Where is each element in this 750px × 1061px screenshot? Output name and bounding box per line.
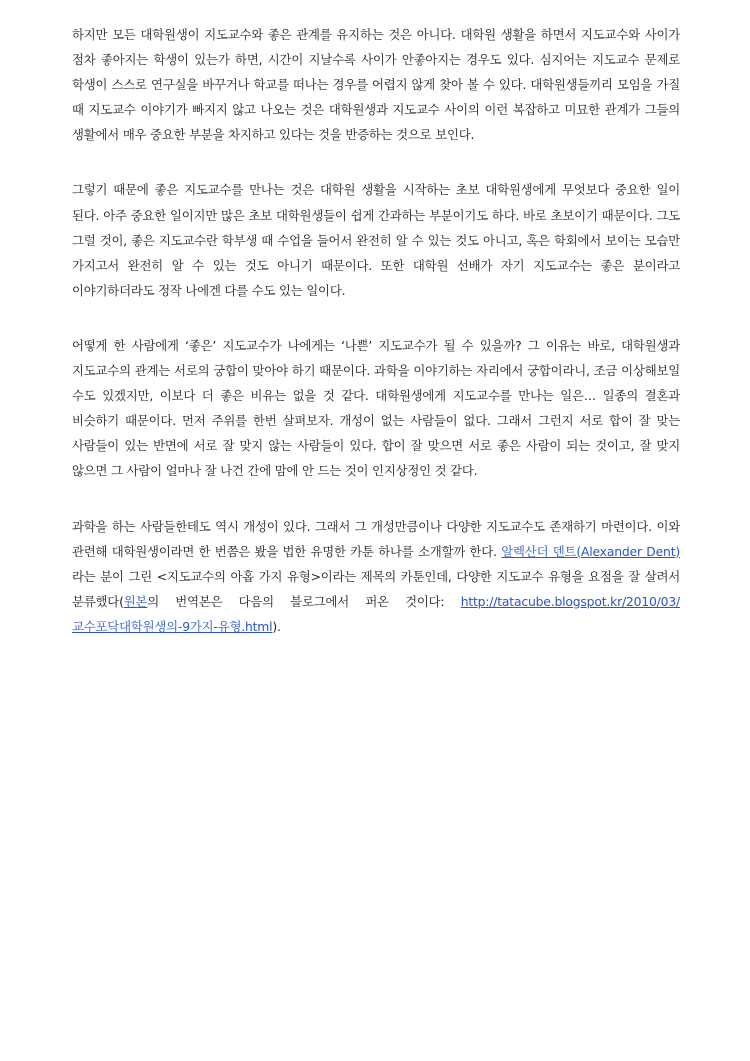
paragraph-4-text-4: ). bbox=[272, 618, 281, 634]
document-page bbox=[72, 22, 680, 669]
blog-url-link[interactable]: http://tatacube.blogspot.kr/2010/03/교수포닥대학원생의-9가지-유형.html bbox=[72, 593, 680, 634]
paragraph-4-text-2: 라는 분이 그린 <지도교수의 아홉 가지 유형>이라는 제목의 카툰인데, 다양한 지도교수 유형을 요점을 잘 살려서 분류했다( bbox=[72, 568, 680, 609]
author-link[interactable]: 알렉산더 덴트(Alexander Dent) bbox=[501, 543, 681, 559]
paragraph-4 bbox=[72, 514, 680, 639]
paragraph-3: 어떻게 한 사람에게 ‘좋은’ 지도교수가 나에게는 ‘나쁜’ 지도교수가 될 수 있을까? 그 이유는 바로, 대학원생과 지도교수의 관계는 서로의 궁합이 맞아야 하기 때문이다. 과학을 이야기하는 자리에서 궁합이라니, 조금 이상해보일 수도 있겠지만, 이보다 더 좋은 비유는 없을 것 같다. 대학원생에게 지도교수를 만나는 일은… 일종의 결혼과 비슷하기 때문이다. 먼저 주위를 한번 살펴보자. 개성이 없는 사람들이 없다. 그래서 그런지 서로 합이 잘 맞는 사람들이 있는 반면에 서로 잘 맞지 않는 사람들이 있다. 합이 잘 맞으면 서로 좋은 사람이 되는 것이고, 잘 맞지 않으면 그 사람이 얼마나 잘 나건 간에 맘에 안 드는 것이 인지상정인 것 같다. bbox=[72, 337, 680, 479]
paragraph-4-text-3: 의 번역본은 다음의 블로그에서 퍼온 것이다: bbox=[147, 593, 461, 609]
paragraph-2: 그렇기 때문에 좋은 지도교수를 만나는 것은 대학원 생활을 시작하는 초보 대학원생에게 무엇보다 중요한 일이 된다. 아주 중요한 일이지만 많은 초보 대학원생들이 쉽게 간과하는 부분이기도 하다. 바로 초보이기 때문이다. 그도 그럴 것이, 좋은 지도교수란 학부생 때 수업을 들어서 완전히 알 수 있는 것도 아니고, 혹은 학회에서 보이는 모습만 가지고서 완전히 알 수 있는 것도 아니기 때문이다. 또한 대학원 선배가 자기 지도교수는 좋은 분이라고 이야기하더라도 정작 나에겐 다를 수도 있는 일이다. bbox=[72, 182, 680, 298]
paragraph-1: 하지만 모든 대학원생이 지도교수와 좋은 관계를 유지하는 것은 아니다. 대학원 생활을 하면서 지도교수와 사이가 점차 좋아지는 학생이 있는가 하면, 시간이 지날수록 사이가 안좋아지는 경우도 있다. 심지어는 지도교수 문제로 학생이 스스로 연구실을 바꾸거나 학교를 떠나는 경우를 어렵지 않게 찾아 볼 수 있다. 대학원생들끼리 모임을 가질 때 지도교수 이야기가 빠지지 않고 나오는 것은 대학원생과 지도교수 사이의 이런 복잡하고 미묘한 관계가 그들의 생활에서 매우 중요한 부분을 차지하고 있다는 것을 반증하는 것으로 보인다. bbox=[72, 27, 680, 143]
original-link[interactable]: 원본 bbox=[123, 593, 148, 609]
paragraph-4-text-1: 과학을 하는 사람들한테도 역시 개성이 있다. 그래서 그 개성만큼이나 다양한 지도교수도 존재하기 마련이다. 이와 관련해 대학원생이라면 한 번쯤은 봤을 법한 유명한 카툰 하나를 소개할까 한다. bbox=[72, 518, 680, 559]
